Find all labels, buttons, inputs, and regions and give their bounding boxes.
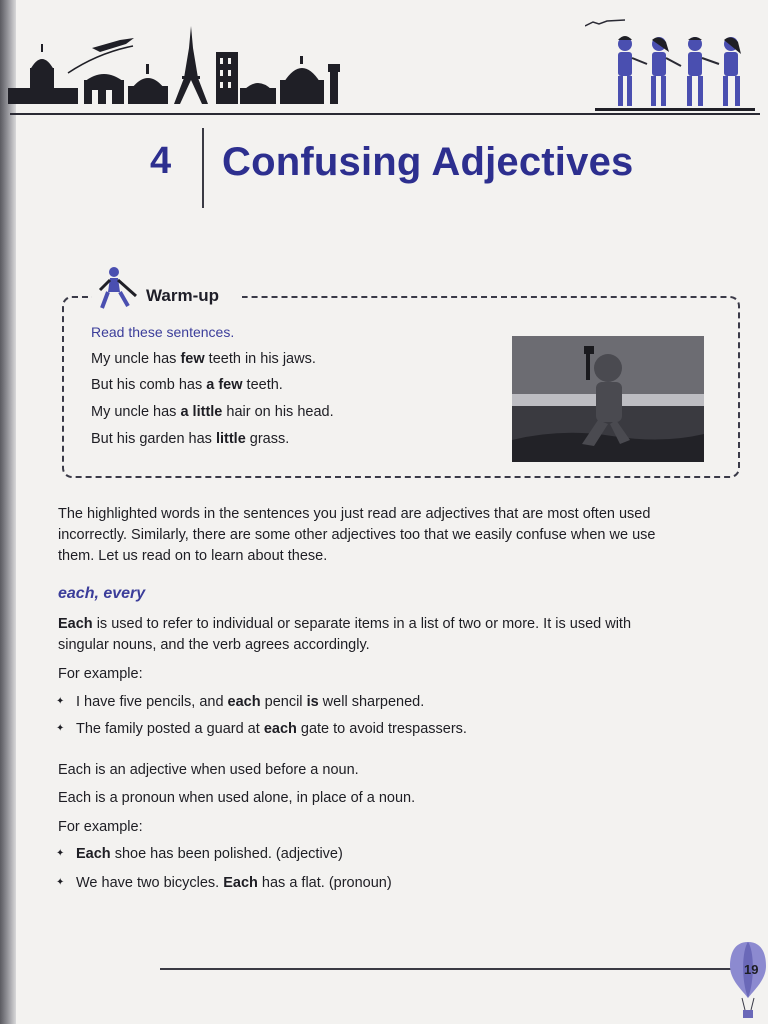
- definition-bold-term: Each: [58, 616, 93, 632]
- chapter-number: 4: [150, 140, 172, 182]
- definition-text: singular nouns, and the verb agrees accordingly.: [58, 637, 370, 653]
- bullet-icon: ✦: [56, 877, 65, 888]
- example-bullet: ✦ We have two bicycles. Each has a flat. (pronoun): [56, 875, 392, 891]
- warmup-label: Warm-up: [146, 286, 220, 305]
- bullet-icon: ✦: [56, 723, 65, 734]
- bullet-icon: ✦: [56, 696, 65, 707]
- warmup-sentence: But his garden has little grass.: [91, 431, 290, 447]
- footer-rule: [160, 968, 736, 970]
- bullet-icon: ✦: [56, 848, 65, 859]
- book-spine-shadow: [0, 0, 16, 1024]
- hot-air-balloon-icon: [728, 940, 768, 1024]
- warmup-instruction: Read these sentences.: [91, 324, 235, 340]
- example-bullet: ✦ Each shoe has been polished. (adjective): [56, 846, 343, 862]
- adjective-note: Each is an adjective when used before a noun.: [58, 762, 359, 778]
- warmup-sentence: My uncle has a little hair on his head.: [91, 404, 334, 420]
- intro-paragraph: [58, 504, 728, 567]
- warmup-sentence: My uncle has few teeth in his jaws.: [91, 351, 316, 367]
- city-skyline-icon: [8, 18, 358, 113]
- definition-paragraph: [58, 614, 728, 656]
- intro-line: The highlighted words in the sentences you just read are adjectives that are most often used: [58, 506, 651, 522]
- travelers-icon: [585, 18, 765, 116]
- intro-line: them. Let us read on to learn about these.: [58, 548, 328, 564]
- for-example-label: For example:: [58, 819, 143, 835]
- for-example-label: For example:: [58, 666, 143, 682]
- definition-text: is used to refer to individual or separate items in a list of two or more. It is used with: [92, 616, 632, 632]
- warmup-sentence: But his comb has a few teeth.: [91, 377, 283, 393]
- chapter-title: Confusing Adjectives: [222, 140, 634, 184]
- boy-with-comb-image: [512, 336, 704, 462]
- pronoun-note: Each is a pronoun when used alone, in place of a noun.: [58, 790, 416, 806]
- page-number: 19: [744, 962, 759, 977]
- chapter-divider: [202, 128, 204, 208]
- intro-line: incorrectly. Similarly, there are some other adjectives too that we easily confuse when we use: [58, 527, 656, 543]
- example-bullet: ✦ I have five pencils, and each pencil is well sharpened.: [56, 694, 425, 710]
- header-rule: [10, 113, 760, 115]
- warmup-figure-icon: [98, 262, 142, 310]
- example-bullet: ✦ The family posted a guard at each gate to avoid trespassers.: [56, 721, 467, 737]
- section-heading: each, every: [58, 585, 146, 602]
